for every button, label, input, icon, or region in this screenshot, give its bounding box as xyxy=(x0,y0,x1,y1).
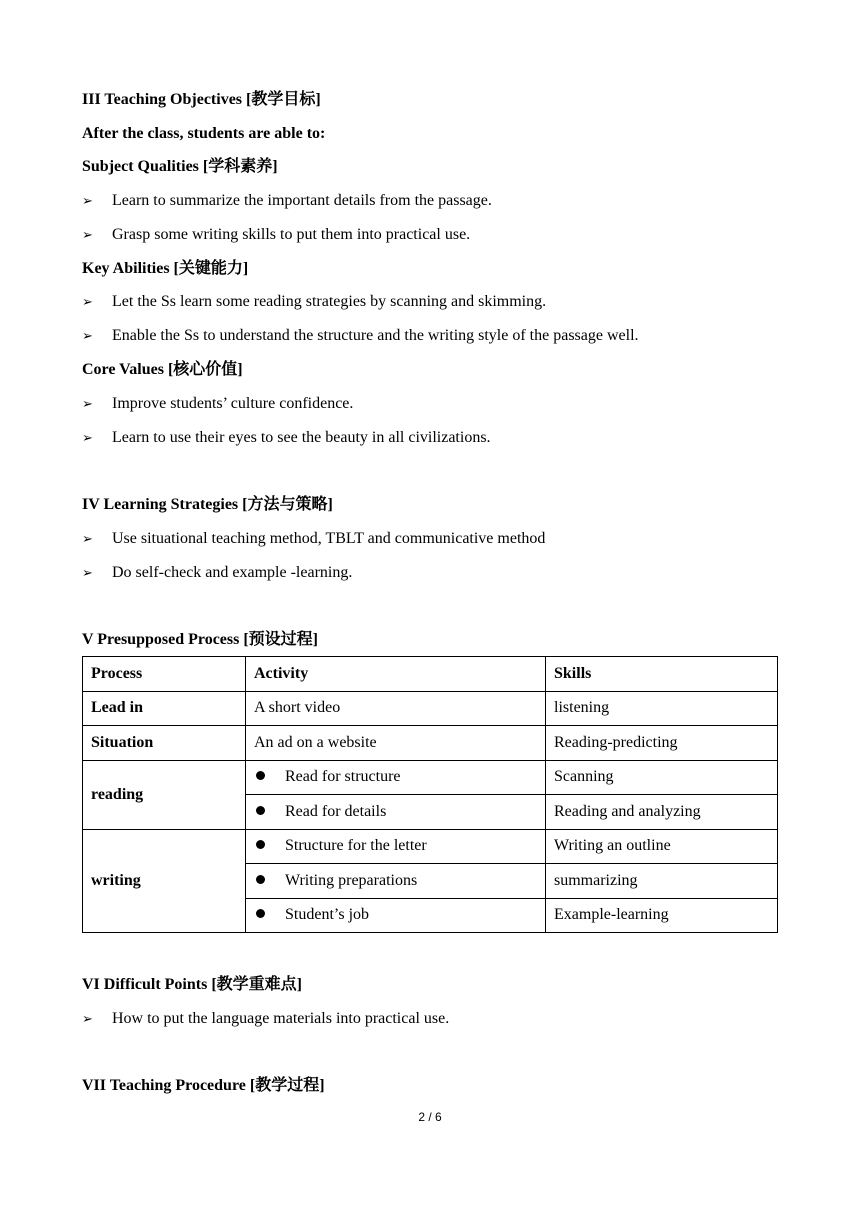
arrow-bullet-icon: ➢ xyxy=(82,295,93,310)
page-number: 2 / 6 xyxy=(418,1110,442,1124)
activity-cell: An ad on a website xyxy=(246,726,546,761)
process-cell-writing: writing xyxy=(83,829,246,933)
skills-cell: Reading-predicting xyxy=(546,726,778,761)
objectives-intro: After the class, students are able to: xyxy=(82,125,326,142)
difficult-heading: VI Difficult Points [教学重难点] xyxy=(82,976,302,993)
activity-cell: Read for structure xyxy=(246,760,546,795)
list-item: ➢ Learn to use their eyes to see the beauty in all civilizations. xyxy=(82,428,491,449)
process-cell: Lead in xyxy=(83,691,246,726)
dot-bullet-icon xyxy=(256,840,265,849)
procedure-heading: VII Teaching Procedure [教学过程] xyxy=(82,1077,325,1094)
core-values-heading: Core Values [核心价值] xyxy=(82,361,243,378)
process-cell: Situation xyxy=(83,726,246,761)
process-table xyxy=(82,656,778,933)
activity-cell: A short video xyxy=(246,691,546,726)
arrow-bullet-icon: ➢ xyxy=(82,1012,93,1027)
header-process: Process xyxy=(83,657,246,692)
dot-bullet-icon xyxy=(256,909,265,918)
arrow-bullet-icon: ➢ xyxy=(82,532,93,547)
process-heading: V Presupposed Process [预设过程] xyxy=(82,631,319,648)
objectives-heading: III Teaching Objectives [教学目标] xyxy=(82,91,321,108)
arrow-bullet-icon: ➢ xyxy=(82,194,93,209)
header-activity: Activity xyxy=(246,657,546,692)
list-item: ➢ Let the Ss learn some reading strategies by scanning and skimming. xyxy=(82,292,546,313)
skills-cell: Example-learning xyxy=(546,898,778,933)
table-row xyxy=(83,726,778,761)
table-row xyxy=(83,829,778,864)
activity-cell: Structure for the letter xyxy=(246,829,546,864)
key-abilities-heading: Key Abilities [关键能力] xyxy=(82,260,249,277)
activity-cell: Read for details xyxy=(246,795,546,830)
process-cell-reading: reading xyxy=(83,760,246,829)
list-item: ➢ Do self-check and example -learning. xyxy=(82,563,352,584)
dot-bullet-icon xyxy=(256,771,265,780)
list-item: ➢ Improve students’ culture confidence. xyxy=(82,394,353,415)
skills-cell: listening xyxy=(546,691,778,726)
list-item: ➢ Enable the Ss to understand the structure and the writing style of the passage well. xyxy=(82,326,639,347)
activity-cell: Writing preparations xyxy=(246,864,546,899)
skills-cell: Reading and analyzing xyxy=(546,795,778,830)
strategies-heading: IV Learning Strategies [方法与策略] xyxy=(82,496,333,513)
list-item: ➢ Learn to summarize the important details from the passage. xyxy=(82,191,492,212)
dot-bullet-icon xyxy=(256,806,265,815)
arrow-bullet-icon: ➢ xyxy=(82,431,93,446)
table-row xyxy=(83,691,778,726)
activity-cell: Student’s job xyxy=(246,898,546,933)
dot-bullet-icon xyxy=(256,875,265,884)
skills-cell: summarizing xyxy=(546,864,778,899)
table-row xyxy=(83,760,778,795)
list-item: ➢ How to put the language materials into practical use. xyxy=(82,1009,449,1030)
arrow-bullet-icon: ➢ xyxy=(82,228,93,243)
skills-cell: Scanning xyxy=(546,760,778,795)
skills-cell: Writing an outline xyxy=(546,829,778,864)
list-item: ➢ Grasp some writing skills to put them into practical use. xyxy=(82,225,470,246)
arrow-bullet-icon: ➢ xyxy=(82,397,93,412)
list-item: ➢ Use situational teaching method, TBLT and communicative method xyxy=(82,529,545,550)
arrow-bullet-icon: ➢ xyxy=(82,329,93,344)
header-skills: Skills xyxy=(546,657,778,692)
table-header-row xyxy=(83,657,778,692)
arrow-bullet-icon: ➢ xyxy=(82,566,93,581)
subject-qualities-heading: Subject Qualities [学科素养] xyxy=(82,158,278,175)
